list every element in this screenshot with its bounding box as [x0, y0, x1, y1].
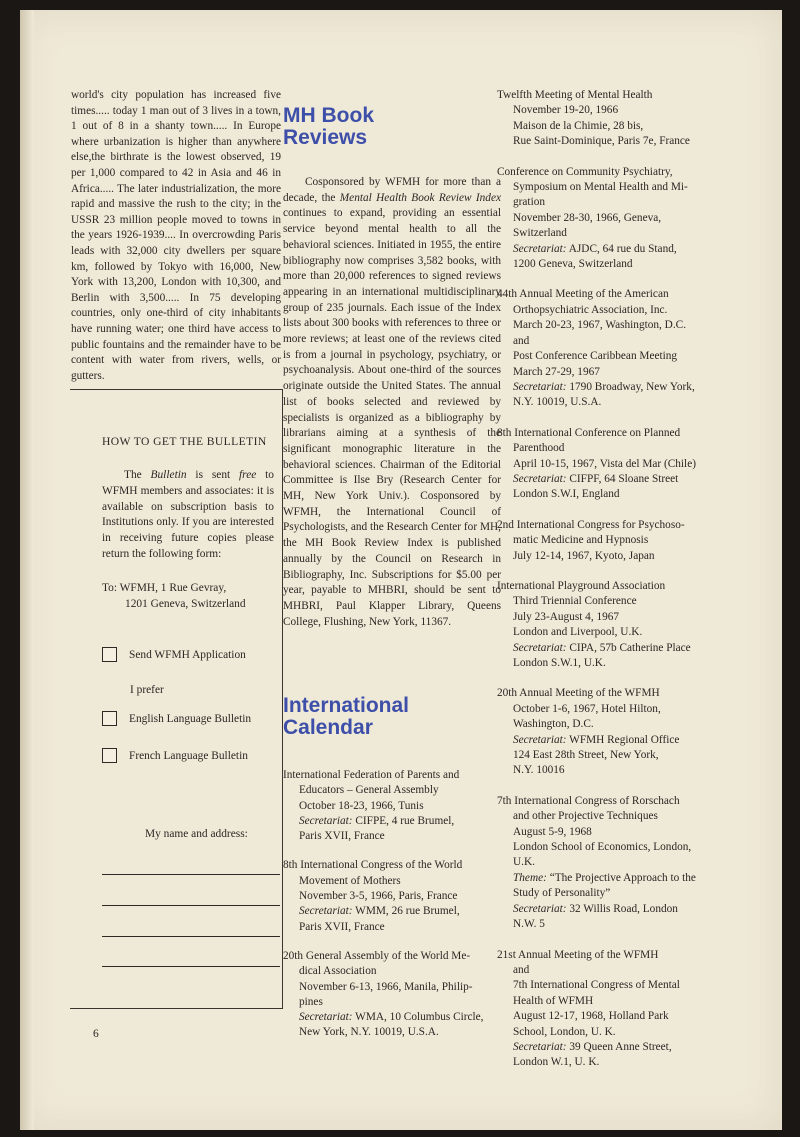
name-address-line-1[interactable]	[102, 874, 280, 875]
event-detail: Educators – General Assembly	[299, 784, 439, 797]
event-detail: and other Projective Techniques	[513, 810, 658, 823]
event-address: N.W. 5	[513, 918, 545, 931]
event-detail: November 6-13, 1966, Manila, Philip-	[299, 980, 473, 993]
event-detail: Parenthood	[513, 442, 565, 455]
bulletin-address	[102, 581, 246, 613]
event-detail: Post Conference Caribbean Meeting	[513, 350, 678, 363]
book-reviews-text: Cosponsored by WFMH for more than a decade, the Mental Health Book Review Index continues to expand, providing an essential service beyond mental health to all the behavioral sciences. Initiated in 1955, the entire bibliography now comprises 3,582 books, with more than 20,000 references to signed reviews appearing in an international multidisciplinary group of 235 journals. Each issue of the Index lists about 300 books with references to three or more reviews; at least one of the reviews cited is from a journal in psychology, psychiatry, or psychoanalysis. About one-third of the sources originate outside the United States. The annual list of books selected and reviewed by specialists is organized as a bibliography by librarians aiming at a synthesis of the significant monographic literature in the behavioral sciences. Chairman of the Editorial Committee is Ilse Bry (Research Center for MH, New York Univ.). Cosponsored by WFMH, the International Council of Psychologists, and the Research Center for MH, the MH Book Review Index is published annually by the Council on Research in Bibliography, Inc. Subscriptions for $5.00 per year, payable to MHBRI, should be sent to MHBRI, Paul Klapper Library, Queens College, Flushing, New York, 11367.	[283, 176, 501, 628]
event-detail: November 28-30, 1966, Geneva,	[513, 211, 662, 224]
event-title: 7th International Congress of Rorschach	[497, 794, 680, 807]
event-detail: Movement of Mothers	[299, 874, 401, 887]
event-address: London S.W.1, U.K.	[513, 657, 606, 669]
event-detail: 7th International Congress of Mental	[513, 979, 680, 992]
event-detail: School, London, U. K.	[513, 1025, 616, 1038]
event-title: 2nd International Congress for Psychoso-	[497, 518, 685, 531]
page-number: 6	[93, 1028, 99, 1040]
prefer-label: I prefer	[130, 684, 164, 696]
event-address: 1200 Geneva, Switzerland	[513, 258, 633, 271]
event-secretariat: Secretariat: AJDC, 64 rue du Stand,	[513, 242, 677, 255]
event-detail: Symposium on Mental Health and Mi-	[513, 181, 688, 194]
event-address: Paris XVII, France	[299, 830, 385, 843]
option-french-row[interactable]	[102, 748, 248, 763]
calendar-event	[283, 949, 501, 1041]
event-secretariat: Secretariat: 32 Willis Road, London	[513, 902, 678, 915]
event-detail: August 5-9, 1968	[513, 825, 592, 838]
event-title: 20th Annual Meeting of the WFMH	[497, 687, 660, 700]
middle-column	[283, 104, 501, 1039]
calendar-event	[497, 426, 713, 503]
bulletin-box-title: HOW TO GET THE BULLETIN	[102, 435, 267, 448]
event-detail: Health of WFMH	[513, 994, 594, 1007]
calendar-heading: International Calendar	[283, 694, 410, 739]
event-theme: Theme: “The Projective Approach to the	[513, 871, 696, 884]
event-theme-extra: Study of Personality”	[513, 887, 611, 900]
name-address-line-3[interactable]	[102, 936, 280, 937]
event-title: 8th International Conference on Planned	[497, 426, 681, 439]
event-detail: Orthopsychiatric Association, Inc.	[513, 303, 668, 316]
event-detail: March 20-23, 1967, Washington, D.C.	[513, 319, 687, 332]
application-checkbox[interactable]	[102, 647, 117, 662]
left-column	[71, 88, 281, 384]
event-detail: matic Medicine and Hypnosis	[513, 534, 649, 547]
option-english-label: English Language Bulletin	[129, 712, 252, 725]
event-title: 8th International Congress of the World	[283, 859, 463, 872]
event-secretariat: Secretariat: WMM, 26 rue Brumel,	[299, 905, 460, 918]
event-detail: November 3-5, 1966, Paris, France	[299, 890, 458, 903]
name-address-line-4[interactable]	[102, 966, 280, 967]
calendar-event	[497, 579, 713, 671]
intro-paragraph: world's city population has increased five times..... today 1 man out of 3 lives in a town, 1 out of 8 in a shanty town..... In Europe where urbanization is higher than anywhere else,the birthrate is the lowest observed, 19 per 1,000 compared to 42 in Asia and 46 in Africa..... The later industrialization, the more rapid and massive the rush to the city; in the USSR 23 million people moved to towns in the years 1926-1939.... In overcrowding Paris leads with 32,000 city dwellers per square km, followed by Tokyo with 16,000, New York with 13,200, London with 10,300, and Berlin with 3,500..... In 75 developing countries, only one-third of city inhabitants have running water; one third have access to public fountains and the remainder have to be content with water from rivers, wells, or gutters.	[71, 89, 281, 382]
english-checkbox[interactable]	[102, 711, 117, 726]
event-detail: July 23-August 4, 1967	[513, 610, 620, 623]
event-detail: November 19-20, 1966	[513, 104, 619, 117]
event-title: 20th General Assembly of the World Me-	[283, 949, 471, 962]
event-secretariat: Secretariat: CIFPF, 64 Sloane Street	[513, 472, 679, 485]
event-detail: March 27-29, 1967	[513, 365, 600, 378]
event-detail: London School of Economics, London,	[513, 841, 692, 854]
event-address: London W.1, U. K.	[513, 1056, 600, 1069]
event-secretariat: Secretariat: CIFPE, 4 rue Brumel,	[299, 814, 455, 827]
calendar-event	[497, 518, 713, 564]
event-address: N.Y. 10019, U.S.A.	[513, 396, 602, 409]
event-secretariat: Secretariat: 1790 Broadway, New York,	[513, 380, 695, 393]
event-address: London S.W.I, England	[513, 488, 620, 501]
event-address: 124 East 28th Street, New York,	[513, 749, 659, 762]
option-english-row[interactable]	[102, 711, 251, 726]
event-detail: Rue Saint-Dominique, Paris 7e, France	[513, 135, 690, 148]
book-reviews-heading: MH Book Reviews	[283, 104, 374, 149]
option-application-row[interactable]	[102, 647, 246, 662]
calendar-event	[283, 768, 501, 844]
event-detail: pines	[299, 995, 323, 1008]
bulletin-box-text: The Bulletin is sent free to WFMH members and associates: it is available on subscription basis to Institutions only. If you are interested in receiving future copies please return the following form:	[102, 469, 274, 560]
event-title: International Federation of Parents and	[283, 769, 460, 781]
event-title: 21st Annual Meeting of the WFMH	[497, 948, 659, 961]
name-address-line-2[interactable]	[102, 905, 280, 906]
event-address: Paris XVII, France	[299, 920, 385, 933]
event-detail: and	[513, 963, 530, 976]
calendar-event	[497, 794, 713, 933]
calendar-event	[497, 948, 713, 1071]
option-application-label: Send WFMH Application	[129, 648, 246, 661]
calendar-list-right	[497, 88, 713, 1086]
event-secretariat: Secretariat: WMA, 10 Columbus Circle,	[299, 1011, 484, 1024]
event-detail: Third Triennial Conference	[513, 595, 637, 608]
event-detail: July 12-14, 1967, Kyoto, Japan	[513, 549, 655, 562]
event-title: Conference on Community Psychiatry,	[497, 165, 673, 178]
event-address: New York, N.Y. 10019, U.S.A.	[299, 1026, 439, 1039]
address-line-2: 1201 Geneva, Switzerland	[125, 597, 246, 610]
event-detail: London and Liverpool, U.K.	[513, 626, 643, 639]
event-detail: and	[513, 334, 530, 347]
event-detail: April 10-15, 1967, Vista del Mar (Chile)	[513, 457, 696, 470]
event-secretariat: Secretariat: WFMH Regional Office	[513, 733, 680, 746]
event-title: Twelfth Meeting of Mental Health	[497, 89, 653, 101]
event-title: 44th Annual Meeting of the American	[497, 288, 669, 301]
event-address: N.Y. 10016	[513, 764, 565, 777]
event-detail: dical Association	[299, 965, 377, 978]
name-address-label: My name and address:	[145, 828, 248, 840]
calendar-list-middle	[283, 768, 501, 1055]
page-fold-shadow	[20, 10, 34, 1130]
french-checkbox[interactable]	[102, 748, 117, 763]
event-title: International Playground Association	[497, 579, 666, 592]
calendar-event	[497, 686, 713, 778]
calendar-event	[283, 858, 501, 934]
calendar-event	[497, 287, 713, 410]
event-detail: October 1-6, 1967, Hotel Hilton,	[513, 702, 661, 715]
calendar-event	[497, 88, 713, 150]
event-detail: Washington, D.C.	[513, 718, 594, 731]
event-detail: U.K.	[513, 856, 535, 869]
option-french-label: French Language Bulletin	[129, 749, 248, 762]
address-line-1: To: WFMH, 1 Rue Gevray,	[102, 582, 227, 594]
event-detail: October 18-23, 1966, Tunis	[299, 799, 424, 812]
event-detail: Switzerland	[513, 227, 567, 240]
event-detail: August 12-17, 1968, Holland Park	[513, 1010, 669, 1023]
event-detail: gration	[513, 196, 545, 209]
calendar-event	[497, 165, 713, 273]
event-secretariat: Secretariat: 39 Queen Anne Street,	[513, 1040, 672, 1053]
event-detail: Maison de la Chimie, 28 bis,	[513, 119, 644, 132]
event-secretariat: Secretariat: CIPA, 57b Catherine Place	[513, 641, 691, 654]
